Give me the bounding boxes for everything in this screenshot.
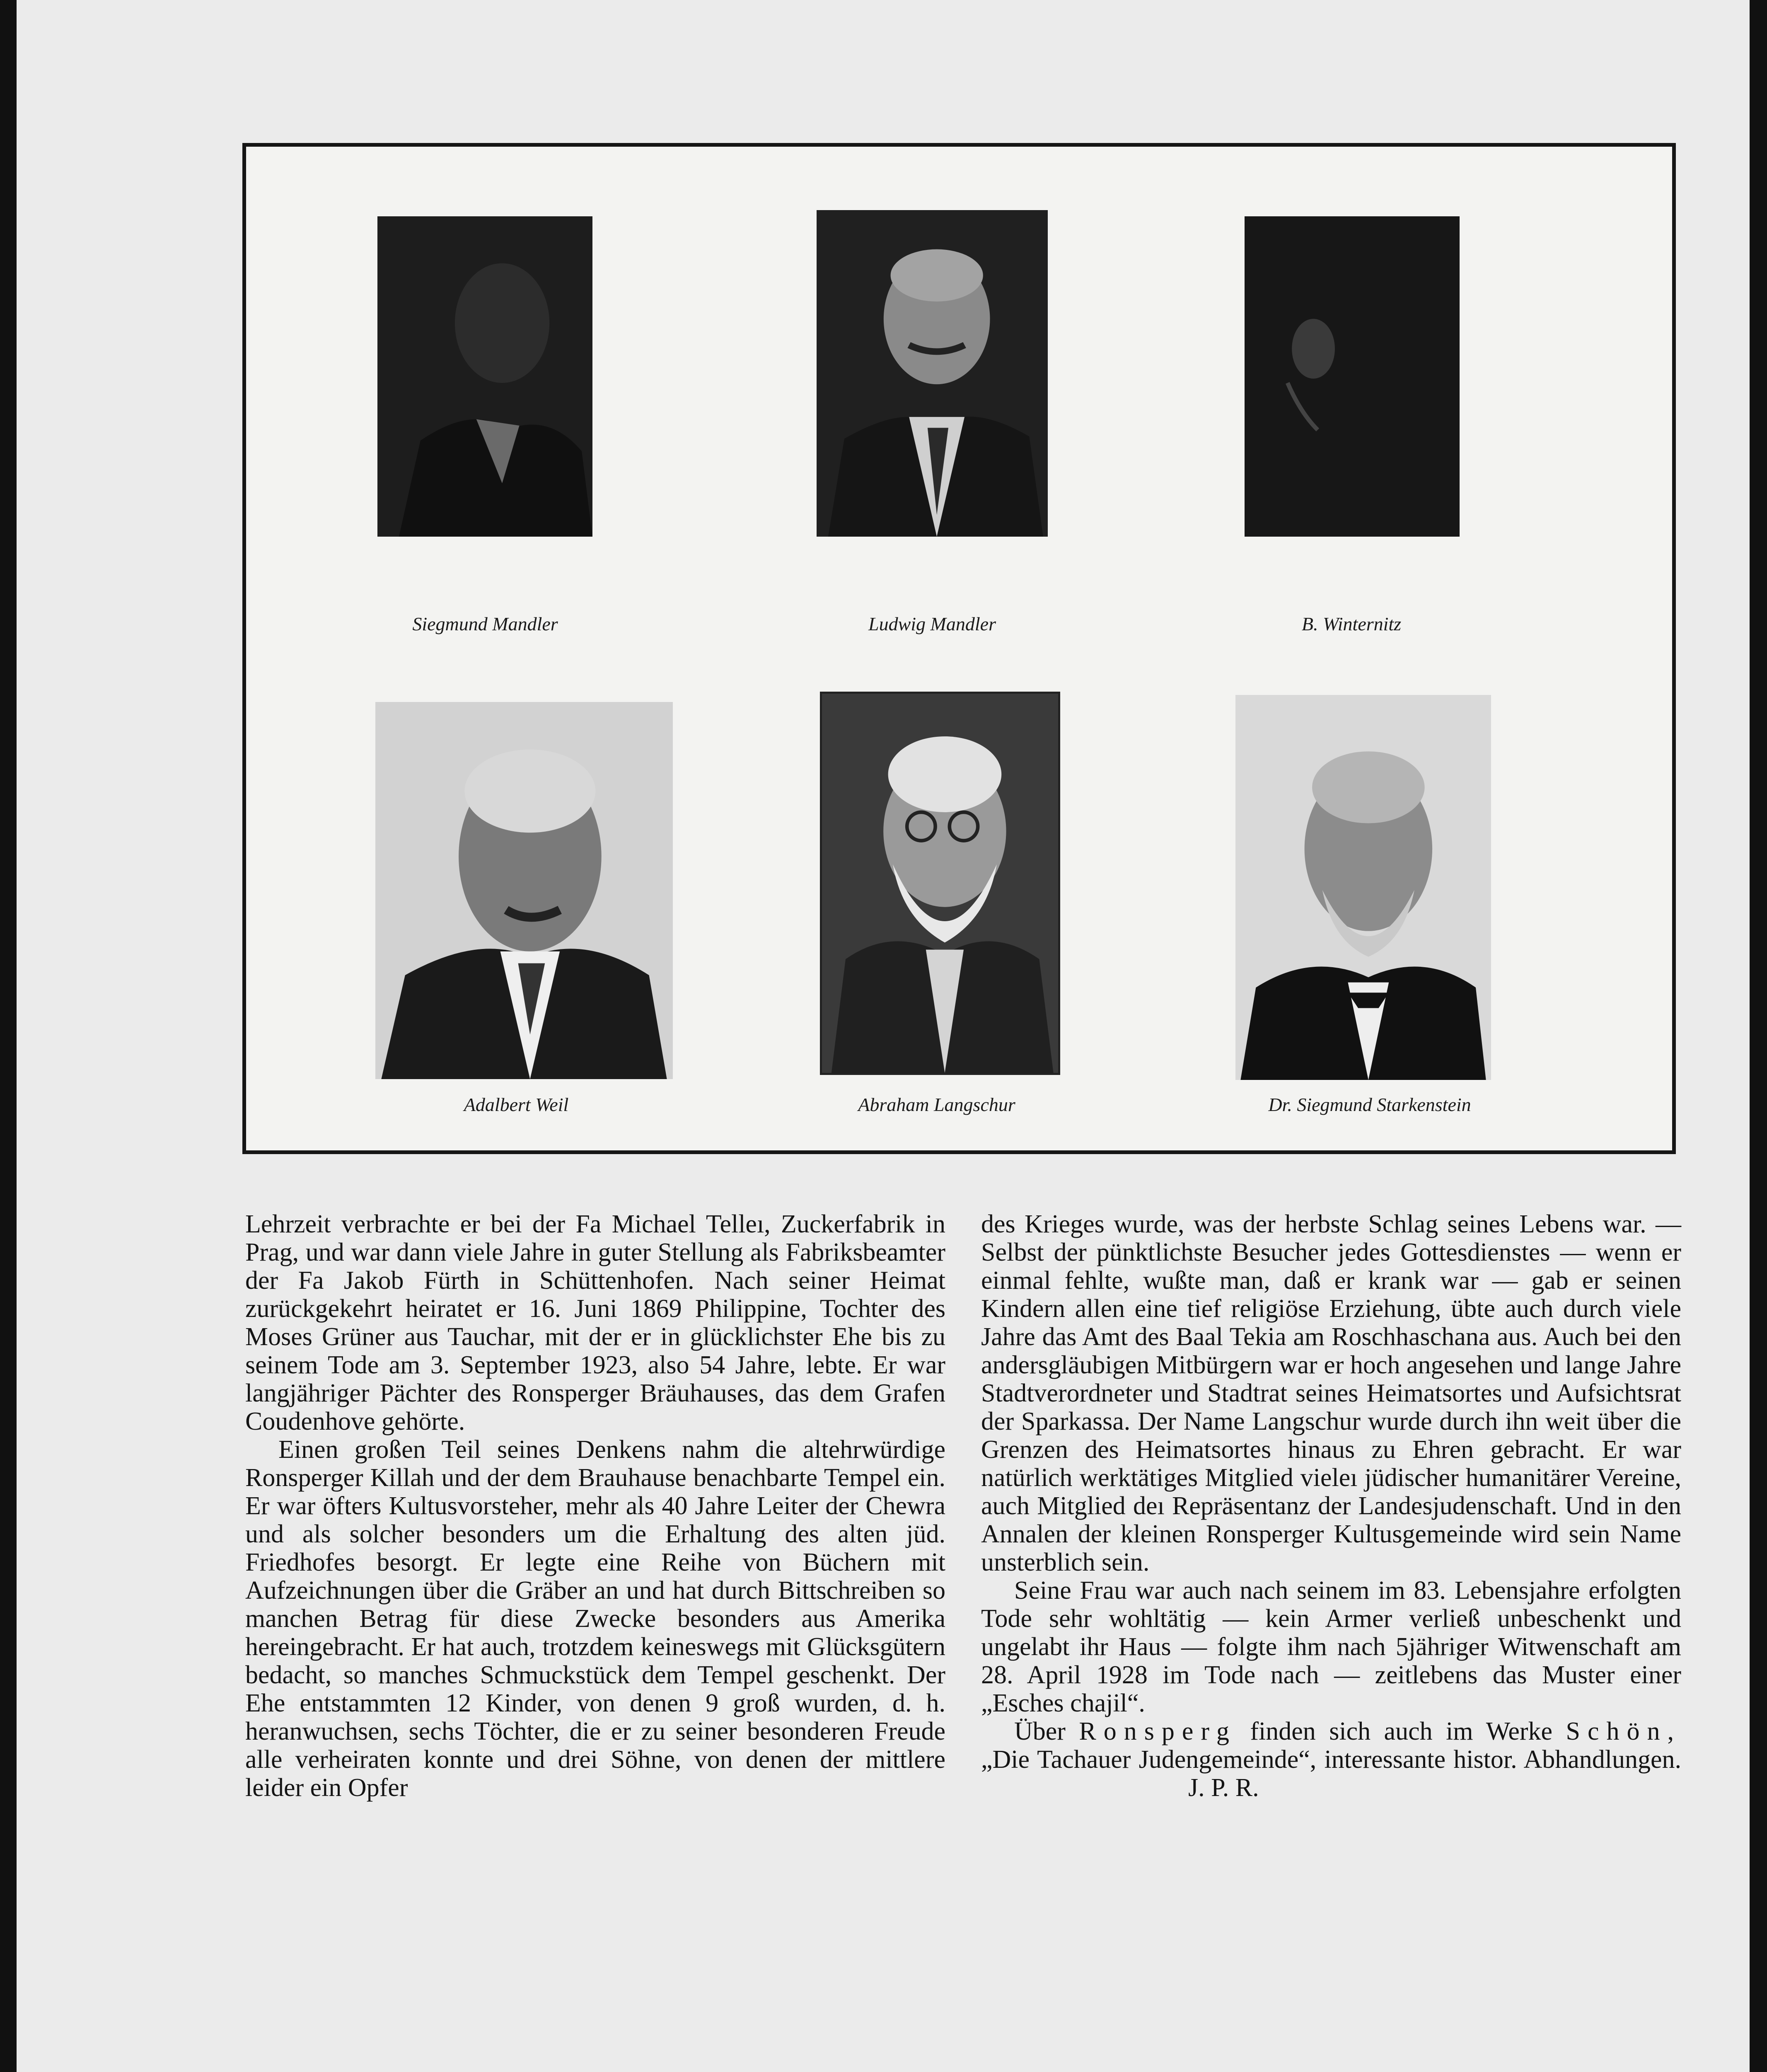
spaced-name: Schön, <box>1566 1717 1681 1745</box>
portrait-caption: Siegmund Mandler <box>412 613 558 634</box>
article-paragraph: Einen großen Teil seines Denkens nahm die altehrwürdige Ronsperger Killah und der dem Brauhause benachbarte Tempel ein. Er war öfters Kultusvorsteher, mehr als 40 Jahre Leiter der Chewra und als solcher besonders um die Erhaltung des alten jüd. Friedhofes besorgt. Er legte eine Reihe von Büchern mit Aufzeichnungen über die Gräber an und hat durch Bittschreiben so manchen Betrag für diese Zwecke besonders aus Amerika hereingebracht. Er hat auch, trotzdem keineswegs mit Glücksgütern bedacht, so manches Schmuckstück dem Tempel geschenkt. Der Ehe entstammten 12 Kinder, von denen 9 groß wurden, d. h. heranwuchsen, sechs Töchter, die er zu seiner besonderen Freude alle verheiraten konnte und drei Söhne, von denen der mittlere leider ein Opfer <box>245 1435 945 1802</box>
portrait-photo-siegmund-mandler <box>377 216 592 537</box>
portrait-photo-abraham-langschur <box>820 692 1060 1075</box>
portrait-photo-siegmund-starkenstein <box>1235 695 1491 1080</box>
portrait-caption: B. Winternitz <box>1301 613 1402 634</box>
article-paragraph: Lehrzeit verbrachte er bei der Fa Michael Telleı, Zuckerfabrik in Prag, und war dann viele Jahre in guter Stellung als Fabriksbeamter der Fa Jakob Fürth in Schüttenhofen. Nach seiner Heimat zurückgekehrt heiratet er 16. Juni 1869 Philippine, Tochter des Moses Grüner aus Tauchar, mit der er in glücklichster Ehe bis zu seinem Tode am 3. September 1923, also 54 Jahre, lebte. Er war langjähriger Pächter des Ronsperger Bräuhauses, das dem Grafen Coudenhove gehörte. <box>245 1210 945 1435</box>
author-signature: J. P. R. <box>1188 1774 1259 1802</box>
portrait-photo-adalbert-weil <box>375 702 673 1079</box>
scan-border-left <box>0 0 17 2072</box>
portrait-caption: Ludwig Mandler <box>868 613 996 634</box>
scan-border-right <box>1750 0 1767 2072</box>
article-paragraph: des Krieges wurde, was der herbste Schlag seines Lebens war. — Selbst der pünktlichste Besucher jedes Gottesdienstes — wenn er einmal fehlte, wußte man, daß er krank war — gab er seinen Kindern allen eine tief religiöse Erziehung, übte auch durch viele Jahre das Amt des Baal Tekia am Roschhaschana aus. Auch bei den andersgläubigen Mitbürgern war er hoch angesehen und lange Jahre Stadtverordneter und Stadtrat seines Heimatsortes und Aufsichtsrat der Sparkassa. Der Name Langschur wurde durch ihn weit über die Grenzen des Heimatsortes hinaus zu Ehren gebracht. Er war natürlich werktätiges Mitglied vieleı jüdischer humanitärer Vereine, auch Mitglied deı Repräsentanz der Landesjudenschaft. Und in den Annalen der kleinen Ronsperger Kultusgemeinde wird sein Name unsterblich sein. <box>981 1210 1681 1576</box>
portrait-caption: Adalbert Weil <box>464 1094 569 1115</box>
portrait-gallery-frame <box>242 143 1676 1154</box>
portrait-caption: Dr. Siegmund Starkenstein <box>1268 1094 1471 1115</box>
article-column-right <box>981 1210 1681 1802</box>
article-closing-paragraph <box>981 1717 1681 1802</box>
portrait-photo-b-winternitz <box>1245 216 1460 537</box>
article-paragraph: Seine Frau war auch nach seinem im 83. Lebensjahre erfolgten Tode sehr wohltätig — kein Armer verließ unbeschenkt und ungelabt ihr Haus — folgte ihm nach 5jähriger Witwenschaft am 28. April 1928 im Tode nach — zeitlebens das Muster einer „Esches chajil“. <box>981 1576 1681 1717</box>
text-fragment: „Die Tachauer Judengemeinde“, interessante histor. Abhandlungen. <box>981 1745 1681 1774</box>
portrait-photo-ludwig-mandler <box>817 210 1048 537</box>
article-column-left <box>245 1210 945 1802</box>
text-fragment: Über <box>1014 1717 1066 1745</box>
text-fragment: finden sich auch im Werke <box>1236 1717 1566 1745</box>
portrait-caption: Abraham Langschur <box>858 1094 1015 1115</box>
spaced-name: Ronsperg <box>1079 1717 1237 1745</box>
